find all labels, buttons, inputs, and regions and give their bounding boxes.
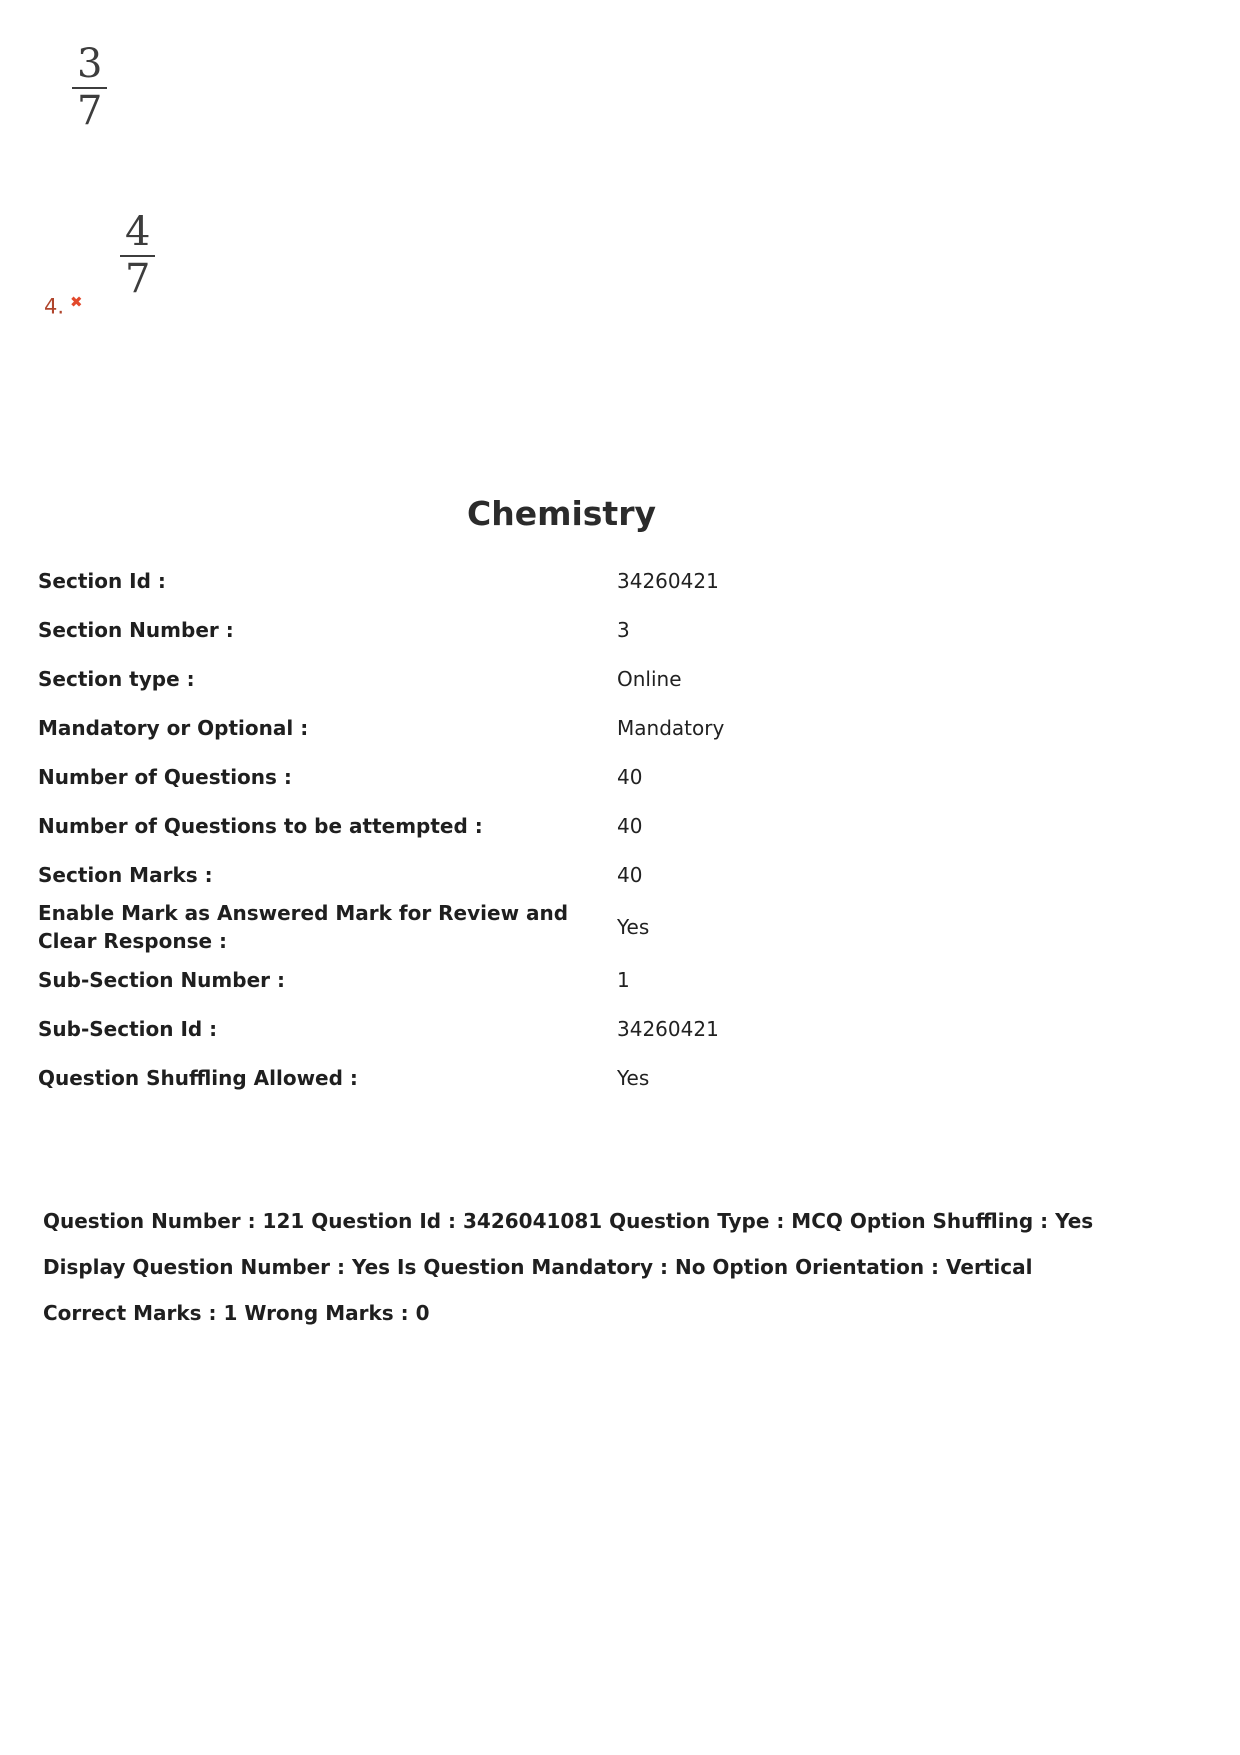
fraction-numerator: 3 (77, 41, 103, 87)
property-value: 34260421 (617, 1016, 719, 1041)
option-4-marker (44, 293, 83, 318)
property-value: 40 (617, 862, 643, 887)
property-label: Question Shuffling Allowed : (38, 1065, 358, 1090)
section-title: Chemistry (467, 494, 656, 533)
question-metadata-line: Correct Marks : 1 Wrong Marks : 0 (43, 1301, 430, 1325)
section-properties-table (38, 556, 1203, 1102)
property-label: Section type : (38, 666, 195, 691)
property-value: Mandatory (617, 715, 725, 740)
property-value: Yes (617, 915, 650, 939)
fraction-four-sevenths (120, 209, 155, 302)
property-value: 1 (617, 967, 630, 992)
property-label: Number of Questions to be attempted : (38, 813, 483, 838)
x-mark-icon: ✖ (70, 293, 83, 311)
property-label: Number of Questions : (38, 764, 292, 789)
property-label: Sub-Section Number : (38, 967, 285, 992)
property-value: Yes (617, 1065, 650, 1090)
question-metadata-line: Question Number : 121 Question Id : 3426041081 Question Type : MCQ Option Shuffling : Yes (43, 1209, 1094, 1233)
fraction-denominator: 7 (72, 87, 107, 131)
property-label: Mandatory or Optional : (38, 715, 309, 740)
property-label: Sub-Section Id : (38, 1016, 218, 1041)
question-metadata (43, 1198, 1223, 1336)
property-label: Section Number : (38, 617, 234, 642)
fraction-numerator: 4 (125, 209, 151, 255)
property-value: 40 (617, 813, 643, 838)
property-label: Enable Mark as Answered Mark for Review and Clear Response : (38, 901, 569, 953)
property-value: Online (617, 666, 682, 691)
fraction-three-sevenths (72, 41, 107, 134)
property-label: Section Marks : (38, 862, 213, 887)
property-value: 34260421 (617, 568, 719, 593)
property-label: Section Id : (38, 568, 166, 593)
property-value: 3 (617, 617, 630, 642)
question-metadata-line: Display Question Number : Yes Is Question Mandatory : No Option Orientation : Vertical (43, 1255, 1033, 1279)
fraction-denominator: 7 (120, 255, 155, 299)
option-number-label: 4. (44, 294, 65, 319)
property-value: 40 (617, 764, 643, 789)
